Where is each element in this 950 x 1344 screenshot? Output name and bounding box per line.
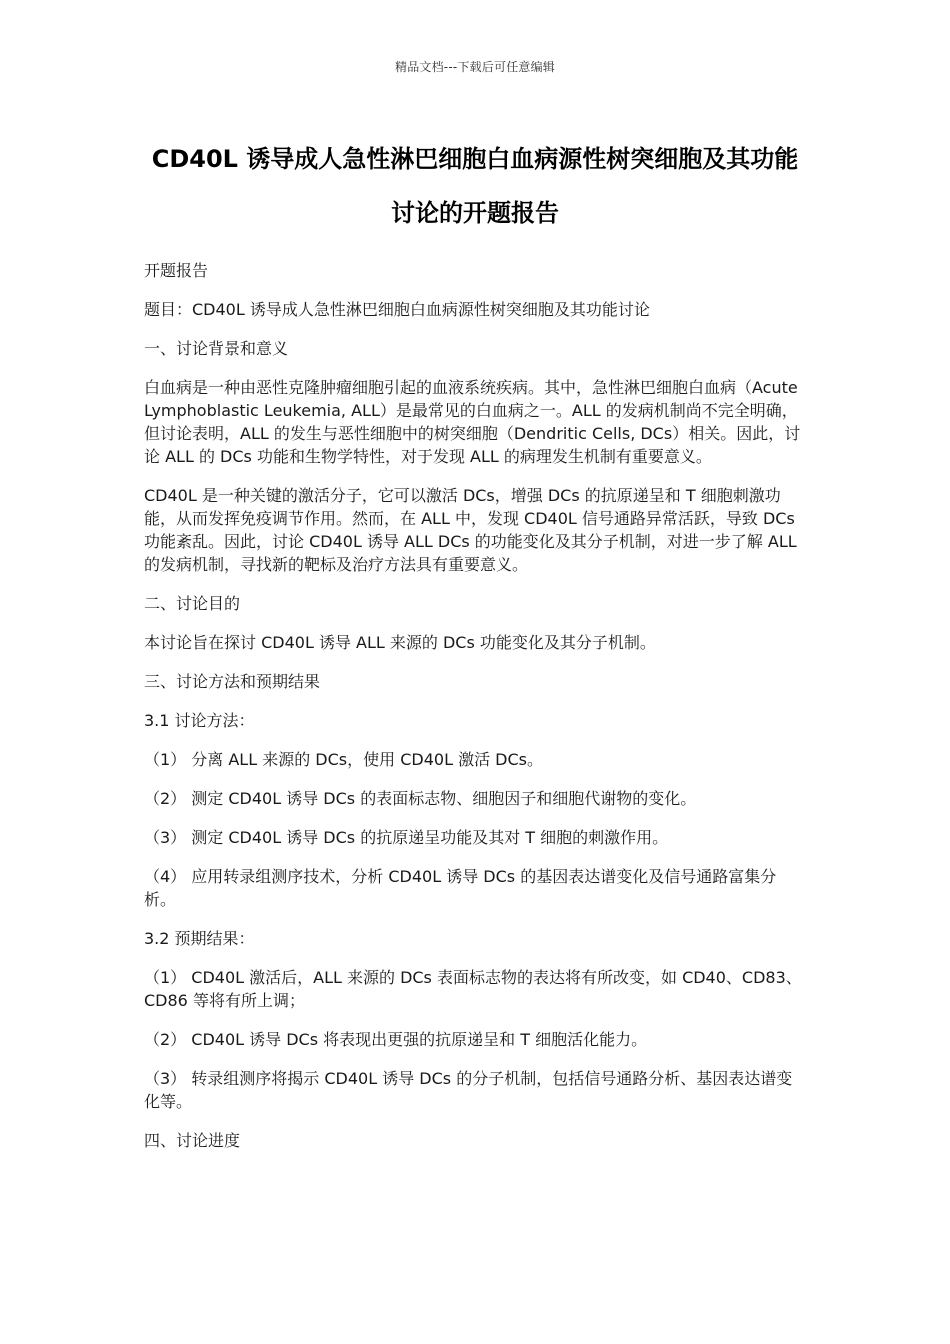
- method-item: （4） 应用转录组测序技术，分析 CD40L 诱导 DCs 的基因表达谱变化及信号通路富集分析。: [144, 867, 777, 909]
- method-item: （2） 测定 CD40L 诱导 DCs 的表面标志物、细胞因子和细胞代谢物的变化。: [144, 789, 697, 808]
- results-subheading: 3.2 预期结果：: [144, 929, 255, 948]
- section-heading-background: 一、讨论背景和意义: [144, 339, 289, 358]
- document-body: [144, 259, 808, 1168]
- report-label: 开题报告: [144, 261, 209, 280]
- background-paragraph-2: CD40L 是一种关键的激活分子，它可以激活 DCs，增强 DCs 的抗原递呈和 T 细胞刺激功能，从而发挥免疫调节作用。然而，在 ALL 中，发现 CD40L 信号通路异常活跃，导致 DCs 功能紊乱。因此，讨论 CD40L 诱导 ALL DCs 的功能变化及其分子机制，对进一步了解 ALL 的发病机制，寻找新的靶标及治疗方法具有重要意义。: [144, 486, 797, 574]
- result-item: （1） CD40L 激活后，ALL 来源的 DCs 表面标志物的表达将有所改变，如 CD40、CD83、CD86 等将有所上调；: [144, 968, 802, 1010]
- purpose-paragraph: 本讨论旨在探讨 CD40L 诱导 ALL 来源的 DCs 功能变化及其分子机制。: [144, 633, 656, 652]
- result-item: （3） 转录组测序将揭示 CD40L 诱导 DCs 的分子机制，包括信号通路分析、基因表达谱变化等。: [144, 1069, 793, 1111]
- section-heading-purpose: 二、讨论目的: [144, 594, 241, 613]
- document-title: CD40L 诱导成人急性淋巴细胞白血病源性树突细胞及其功能讨论的开题报告: [151, 145, 799, 227]
- result-item: （2） CD40L 诱导 DCs 将表现出更强的抗原递呈和 T 细胞活化能力。: [144, 1030, 648, 1049]
- methods-subheading: 3.1 讨论方法：: [144, 711, 255, 730]
- section-heading-progress: 四、讨论进度: [144, 1131, 241, 1150]
- method-item: （3） 测定 CD40L 诱导 DCs 的抗原递呈功能及其对 T 细胞的刺激作用。: [144, 828, 669, 847]
- section-heading-methods-results: 三、讨论方法和预期结果: [144, 672, 321, 691]
- report-topic: 题目：CD40L 诱导成人急性淋巴细胞白血病源性树突细胞及其功能讨论: [144, 300, 650, 319]
- background-paragraph-1: 白血病是一种由恶性克隆肿瘤细胞引起的血液系统疾病。其中，急性淋巴细胞白血病（Acute Lymphoblastic Leukemia, ALL）是最常见的白血病之一。ALL 的发病机制尚不完全明确，但讨论表明，ALL 的发生与恶性细胞中的树突细胞（Dendritic Cells, DCs）相关。因此，讨论 ALL 的 DCs 功能和生物学特性，对于发现 ALL 的病理发生机制有重要意义。: [144, 378, 801, 466]
- method-item: （1） 分离 ALL 来源的 DCs，使用 CD40L 激活 DCs。: [144, 750, 543, 769]
- header-note: 精品文档---下载后可任意编辑: [395, 60, 555, 74]
